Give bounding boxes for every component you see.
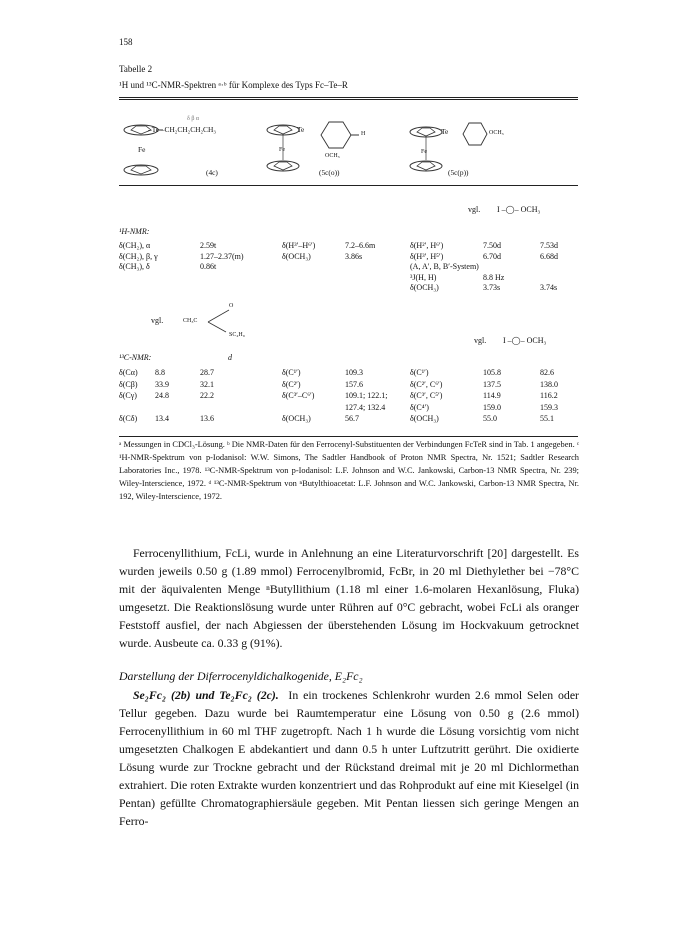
h-cell-g: 3.74s [540, 283, 558, 292]
c-cell-f: 159.0 [483, 402, 501, 412]
h-cell-e: δ(OCH₃) [410, 283, 439, 292]
c-cell-a2: 33.9 [155, 379, 169, 389]
structure-drawings [121, 110, 481, 190]
c-cell-a2: 13.4 [155, 414, 169, 423]
table-top-rule [119, 97, 578, 98]
subsection-title: Se₂Fc₂ (2b) und Te₂Fc₂ (2c). [133, 688, 279, 702]
c-cell-e: δ(C²′, C⁶′) [410, 379, 443, 389]
c-cell-a2: 24.8 [155, 391, 169, 400]
paragraph-text: In ein trockenes Schlenkrohr wurden 2.6 mmol Selen oder Tellur gegeben. Dazu wurde bei Raumtemperatur eine Lösung von 0.50 g (2.6 mmol) Ferrocenyllithium in 60 ml THF zugetropft. Nach 1 h wurde die Lösung vorsichtig vom nicht umgesetzten Chalkogen E abdekantiert und dann 0.5 h unter Luftzutritt gerührt. Die oxidierte Lösung wurde zur Trockne gebracht und der Rückstand dreimal mit je 20 ml Dichlormethan extrahiert. Die roten Extrakte wurden konzentriert und das Rohprodukt auf eine mit Kieselgel (in Pentan) gefüllte Chromatographiersäule gegeben. Mit Pentan liessen sich geringe Mengen an Ferro- [119, 688, 579, 828]
table-label: Tabelle 2 [119, 64, 153, 74]
c-cell-g: 55.1 [540, 414, 554, 423]
c-cell-a: δ(Cδ) [119, 414, 138, 423]
h-cell-b: 1.27–2.37(m) [200, 251, 244, 261]
s3-fe: Fe [421, 149, 427, 155]
s3-te: Te [441, 127, 449, 136]
vgl3-label: vgl. [474, 336, 487, 345]
h-cell-d: 7.2–6.6m [345, 241, 376, 250]
c-cell-a: δ(Cβ) [119, 379, 138, 389]
c-cell-f: 114.9 [483, 391, 501, 400]
c-cell-b: 22.2 [200, 391, 214, 400]
vgl2-formula-left: CH₃C [183, 318, 198, 324]
c-cell-g: 82.6 [540, 368, 554, 377]
page-number: 158 [119, 37, 133, 47]
c-cell-e: δ(OCH₃) [410, 414, 439, 423]
s2-och3: OCH₃ [325, 153, 340, 159]
c-cell-f: 105.8 [483, 368, 501, 377]
s2-fe: Fe [279, 147, 285, 153]
s2-te: Te [297, 125, 305, 134]
paragraph-ferrocenyllithium: Ferrocenyllithium, FcLi, wurde in Anlehnung an eine Literaturvorschrift [20] dargestellt. Es wurden jeweils 0.50 g (1.89 mmol) Ferrocenylbromid, FcBr, in 20 ml Diethylether bei −78°C mit der äquivalenten Menge ⁿButyllithium (1.18 ml einer 1.6-molaren Hexanlösung, Fluka) umgesetzt. Die Reaktionslösung wurde unter Rühren auf 0°C gebracht, wobei FcLi als oranger Feststoff ausfiel, der nach Abgiessen der überstehenden Lösung im Hockvakuum getrocknet wurde. Ausbeute ca. 0.33 g (91%). [119, 546, 579, 650]
h-cell-a: δ(CH₃), δ [119, 262, 150, 271]
c-cell-g: 116.2 [540, 391, 558, 400]
vgl1-label: vgl. [468, 205, 481, 214]
c-nmr-header: ¹³C-NMR: [119, 353, 152, 362]
table-top-rule-2 [119, 99, 578, 100]
h-cell-c: δ(H³′–H⁶′) [282, 241, 316, 250]
h-cell-b: 0.86t [200, 262, 217, 271]
vgl2-bonds [208, 310, 232, 336]
h-cell-e: δ(H³′, H⁵′) [410, 251, 444, 261]
c-cell-b: 28.7 [200, 368, 214, 377]
s3-och3: OCH₃ [489, 130, 504, 136]
c-cell-g: 159.3 [540, 402, 558, 412]
h-cell-f: 7.50d [483, 241, 501, 250]
s3-label: (5c(p)) [448, 168, 469, 177]
c-cell-b: 32.1 [200, 379, 214, 389]
c-cell-a: δ(Cα) [119, 368, 138, 377]
table-footnote: ᵃ Messungen in CDCl₃-Lösung. ᵇ Die NMR-Daten für den Ferrocenyl-Substituenten der Verbindungen FcTeR sind in Tab. 1 angegeben. ᶜ ¹H-NMR-Spektrum von p-Iodanisol: W.W. Simons, The Sadtler Handbook of Proton NMR Spectra, Nr. 1521; Sadtler Research Laboratories Inc., 1978. ¹³C-NMR-Spektrum von p-Iodanisol: L.F. Johnson and W.C. Jankowski, Carbon-13 NMR Spectra, Nr. 239; Wiley-Interscience, 1972. ᵈ ¹³C-NMR-Spektrum von ⁿButylthioacetat: L.F. Johnson and W.C. Jankowski, Carbon-13 NMR Spectra, Nr. 192, Wiley-Interscience, 1972. [119, 440, 579, 501]
section-heading: Darstellung der Diferrocenyldichalkogenide, E₂Fc₂ [119, 669, 363, 683]
c-cell-a: δ(Cγ) [119, 391, 137, 400]
h-cell-f: 3.73s [483, 283, 501, 292]
paragraph-dichalkogenide [119, 686, 579, 830]
vgl3-formula: I –◯– OCH₃ [503, 336, 547, 345]
c-cell-d: 127.4; 132.4 [345, 402, 386, 412]
c-cell-c: δ(C²′) [282, 379, 301, 389]
h-cell-f: 6.70d [483, 251, 501, 261]
table-bottom-rule [119, 436, 578, 437]
c-cell-c: δ(C³′–C⁶′) [282, 391, 315, 400]
c-cell-d: 109.3 [345, 368, 363, 377]
h-cell-e: (A, A′, B, B′-System) [410, 262, 479, 271]
h-cell-g: 7.53d [540, 241, 558, 250]
h-cell-c: δ(OCH₃) [282, 251, 311, 261]
c-cell-c: δ(C¹′) [282, 368, 301, 377]
c-cell-b: 13.6 [200, 414, 214, 423]
c-cell-e: δ(C¹′) [410, 368, 429, 377]
c-cell-d: 157.6 [345, 379, 363, 389]
h-cell-d: 3.86s [345, 251, 363, 261]
c-cell-f: 137.5 [483, 379, 501, 389]
h-cell-a: δ(CH₂), α [119, 241, 151, 250]
c-cell-c: δ(OCH₃) [282, 414, 311, 423]
vgl1-formula: I –◯– OCH₃ [497, 205, 541, 214]
s1-greek: δ β α [187, 116, 200, 122]
h-cell-g: 6.68d [540, 251, 558, 261]
c-cell-e: δ(C⁴′) [410, 402, 429, 412]
c-cell-g: 138.0 [540, 379, 558, 389]
c-cell-e: δ(C³′, C⁵′) [410, 391, 443, 400]
c-nmr-header-d: d [228, 353, 232, 362]
c-cell-f: 55.0 [483, 414, 497, 423]
c-cell-d: 109.1; 122.1; [345, 391, 388, 400]
s1-label: (4c) [206, 168, 218, 177]
s1-chain: –Te –CH₂CH₂CH₂CH₃ [148, 125, 216, 134]
h-cell-b: 2.59t [200, 241, 217, 250]
h-cell-e: δ(H²′, H⁶′) [410, 241, 444, 250]
c-cell-d: 56.7 [345, 414, 359, 423]
vgl2-formula-o: O [229, 303, 234, 309]
s1-fe: Fe [138, 145, 146, 154]
h-cell-a: δ(CH₂), β, γ [119, 251, 158, 261]
vgl2-formula-s: SC₄H₉ [229, 332, 245, 338]
c-cell-a2: 8.8 [155, 368, 165, 377]
s2-label: (5c(o)) [319, 168, 340, 177]
vgl2-label: vgl. [151, 316, 164, 325]
s2-h: H [361, 131, 366, 137]
table-header-rule [119, 185, 578, 186]
table-caption: ¹H und ¹³C-NMR-Spektren ᵃ·ᵇ für Komplexe des Typs Fc–Te–R [119, 80, 348, 90]
h-nmr-header: ¹H-NMR: [119, 227, 150, 236]
h-cell-f: 8.8 Hz [483, 272, 505, 282]
h-cell-e: ³J(H, H) [410, 272, 437, 282]
